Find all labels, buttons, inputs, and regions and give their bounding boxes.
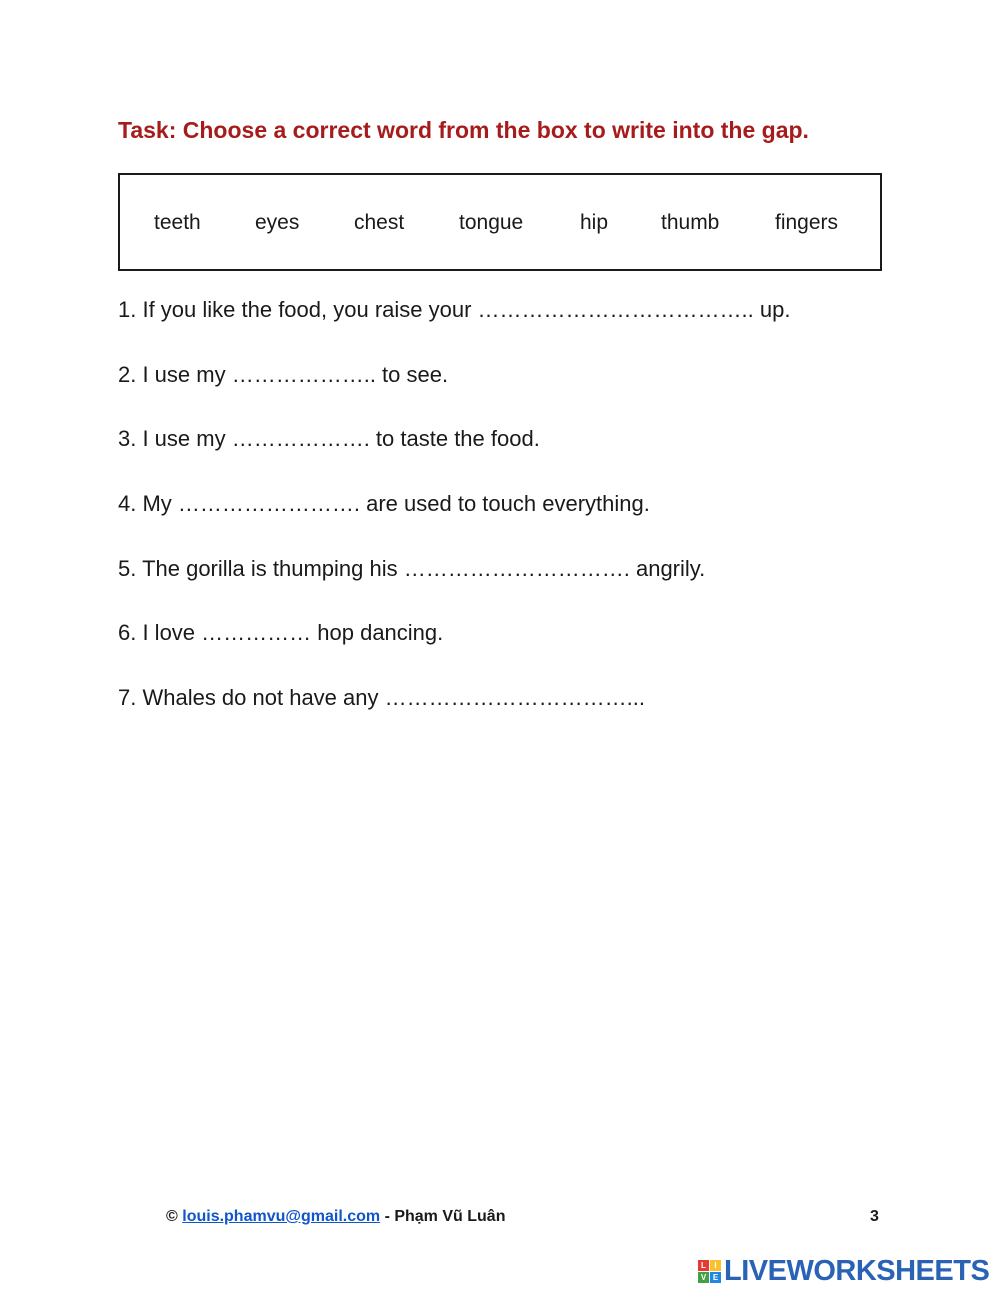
word-option[interactable]: thumb — [661, 211, 720, 234]
copyright-symbol: © — [166, 1208, 178, 1225]
word-option[interactable]: fingers — [775, 211, 839, 234]
word-option[interactable]: tongue — [459, 211, 524, 234]
question-5: 5. The gorilla is thumping his …………………………. angrily. — [118, 556, 706, 581]
author-name: - Phạm Vũ Luân — [384, 1208, 506, 1225]
logo-blocks-icon — [698, 1260, 721, 1283]
logo-block: E — [710, 1272, 721, 1283]
word-option[interactable]: hip — [580, 211, 609, 234]
question-3: 3. I use my ………………. to taste the food. — [118, 426, 540, 451]
question-1: 1. If you like the food, you raise your ……………………………….. up. — [118, 297, 791, 322]
question-7: 7. Whales do not have any ……………………………... — [118, 685, 645, 710]
task-title: Task: Choose a correct word from the box to write into the gap. — [118, 117, 809, 143]
word-box — [118, 173, 882, 271]
word-option[interactable]: chest — [354, 211, 405, 234]
logo-block: V — [698, 1272, 709, 1283]
page-number: 3 — [870, 1208, 879, 1225]
word-option[interactable]: teeth — [154, 211, 201, 234]
question-2: 2. I use my ……………….. to see. — [118, 362, 449, 387]
liveworksheets-logo[interactable] — [698, 1256, 989, 1286]
word-option[interactable]: eyes — [255, 211, 300, 234]
question-6: 6. I love …………… hop dancing. — [118, 620, 444, 645]
logo-block: L — [698, 1260, 709, 1271]
footer-credit — [166, 1208, 505, 1226]
question-4: 4. My ……………………. are used to touch everything. — [118, 491, 650, 516]
logo-block: I — [710, 1260, 721, 1271]
email-link[interactable]: louis.phamvu@gmail.com — [182, 1208, 381, 1225]
logo-text: LIVEWORKSHEETS — [724, 1254, 990, 1287]
